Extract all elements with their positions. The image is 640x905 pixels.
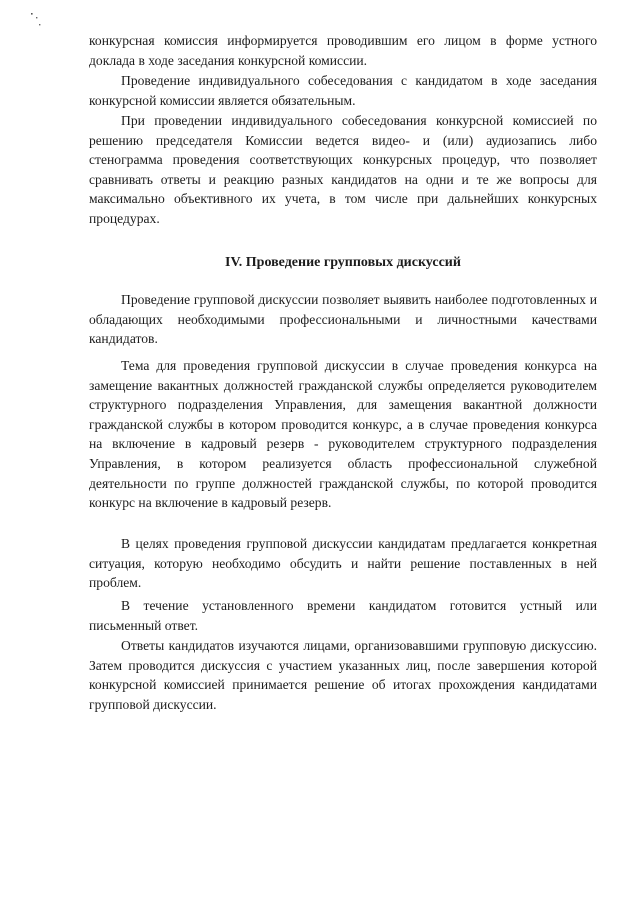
section-heading-group-discussions: IV. Проведение групповых дискуссий — [225, 255, 461, 270]
paragraph-answer-preparation: В течение установленного времени кандидатом готовится устный или письменный ответ. — [89, 598, 597, 633]
paragraph-discussion-situation: В целях проведения групповой дискуссии кандидатам предлагается конкретная ситуация, которую необходимо обсудить и найти решение поставленных в ней проблем. — [89, 536, 597, 591]
paragraph-answers-review: Ответы кандидатов изучаются лицами, организовавшими групповую дискуссию. Затем проводится дискуссия с участием указанных лиц, после завершения которой конкурсной комиссией принимается решение об итогах прохождения кандидатами групповой дискуссии. — [89, 638, 597, 712]
scan-artifact-marks — [30, 12, 44, 28]
paragraph-report-continuation: конкурсная комиссия информируется проводившим его лицом в форме устного доклада в ходе заседания конкурсной комиссии. — [89, 33, 597, 68]
paragraph-interview-mandatory: Проведение индивидуального собеседования с кандидатом в ходе заседания конкурсной комиссии является обязательным. — [89, 73, 597, 108]
paragraph-interview-recording: При проведении индивидуального собеседования конкурсной комиссией по решению председателя Комиссии ведется видео- и (или) аудиозапись либо стенограмма проведения соответствующих конкурсных процедур, что позволяет сравнивать ответы и реакцию разных кандидатов на одни и те же вопросы для максимально объективного их учета, в том числе при дальнейших конкурсных процедурах. — [89, 113, 597, 226]
paragraph-discussion-purpose: Проведение групповой дискуссии позволяет выявить наиболее подготовленных и обладающих необходимыми профессиональными и личностными качествами кандидатов. — [89, 292, 597, 347]
paragraph-discussion-topic: Тема для проведения групповой дискуссии в случае проведения конкурса на замещение вакантных должностей гражданской службы определяется руководителем структурного подразделения Управления, для замещения вакантной должности гражданской службы в котором проводится конкурс, а в случае проведения конкурса на включение в кадровый резерв - руководителем структурного подразделения Управления, в котором реализуется область профессиональной служебной деятельности по группе должностей гражданской службы, по которой проводится конкурс на включение в кадровый резерв. — [89, 358, 597, 511]
